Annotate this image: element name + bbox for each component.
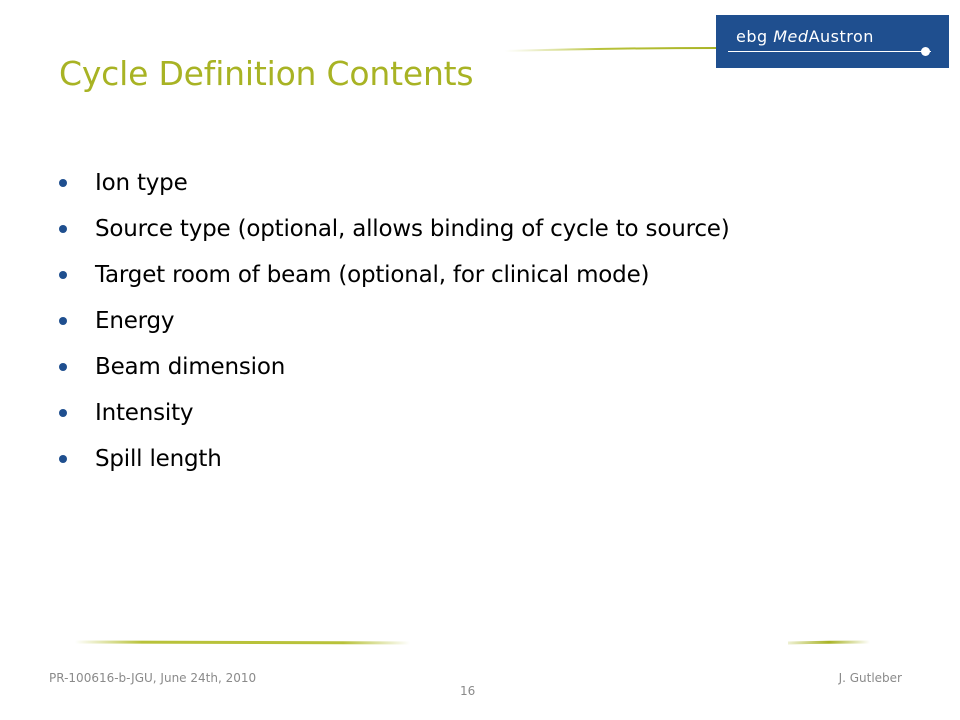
footer-reference: PR-100616-b-JGU, June 24th, 2010: [49, 671, 257, 685]
bullet-dot-icon: [59, 179, 67, 187]
bullet-text: Ion type: [95, 170, 188, 196]
bullet-text: Beam dimension: [95, 354, 286, 380]
bullet-item: [58, 395, 730, 441]
bullet-item: [58, 303, 730, 349]
medaustron-logo: [716, 15, 949, 68]
logo-rule: [728, 51, 931, 52]
bullet-text: Target room of beam (optional, for clinical mode): [95, 262, 650, 288]
logo-prefix: ebg: [736, 27, 768, 46]
bullet-dot-icon: [59, 225, 67, 233]
bullet-item: [58, 257, 730, 303]
bullet-text: Source type (optional, allows binding of cycle to source): [95, 216, 730, 242]
bullet-list: [58, 165, 730, 487]
bullet-dot-icon: [59, 317, 67, 325]
bullet-text: Spill length: [95, 446, 222, 472]
bullet-item: [58, 349, 730, 395]
bullet-item: [58, 211, 730, 257]
footer-author: J. Gutleber: [838, 671, 902, 685]
bullet-dot-icon: [59, 455, 67, 463]
bullet-dot-icon: [59, 409, 67, 417]
bullet-dot-icon: [59, 363, 67, 371]
bullet-text: Intensity: [95, 400, 194, 426]
bullet-item: [58, 441, 730, 487]
logo-italic: Med: [773, 27, 809, 46]
bullet-dot-icon: [59, 271, 67, 279]
page-number: 16: [460, 684, 476, 698]
footer-decorative-line: [0, 630, 960, 654]
logo-suffix: Austron: [808, 27, 874, 46]
slide-title: Cycle Definition Contents: [59, 54, 474, 93]
bullet-item: [58, 165, 730, 211]
bullet-text: Energy: [95, 308, 175, 334]
logo-wordmark: [736, 27, 874, 46]
logo-dot-icon: [921, 47, 930, 56]
